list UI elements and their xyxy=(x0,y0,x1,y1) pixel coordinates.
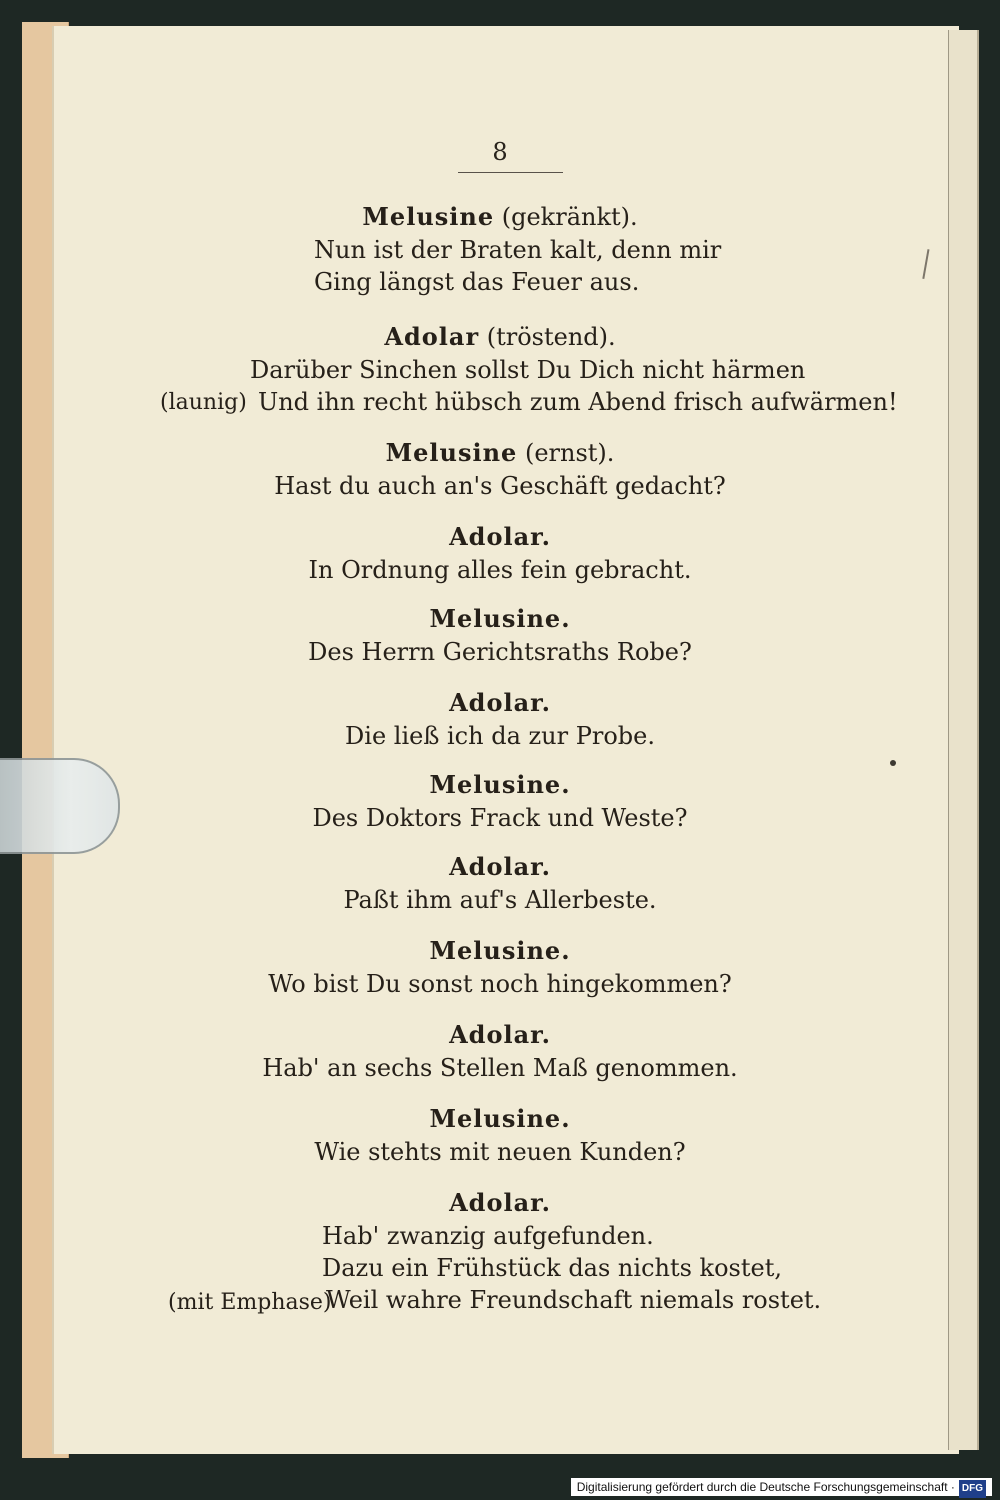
verse-line: Nun ist der Braten kalt, denn mir xyxy=(314,236,722,264)
verse-line: Des Herrn Gerichtsraths Robe? xyxy=(308,638,692,666)
page-number: 8 xyxy=(492,138,508,166)
verse-line: Des Doktors Frack und Weste? xyxy=(312,804,688,832)
digitization-credit xyxy=(571,1478,992,1496)
speaker-line xyxy=(0,438,1000,467)
speaker-name: Melusine. xyxy=(429,770,571,799)
verse-line: Wo bist Du sonst noch hingekommen? xyxy=(268,970,732,998)
speaker-name: Adolar. xyxy=(449,688,551,717)
speaker-name: Adolar. xyxy=(449,852,551,881)
speaker-name: Melusine xyxy=(385,438,518,467)
verse-line: Darüber Sinchen sollst Du Dich nicht härmen xyxy=(250,356,806,384)
stage-direction: (gekränkt). xyxy=(501,203,638,231)
credit-text: Digitalisierung gefördert durch die Deutsche Forschungsgemeinschaft · xyxy=(576,1480,955,1494)
speaker-name: Melusine xyxy=(362,202,495,231)
verse-line: Hab' an sechs Stellen Maß genommen. xyxy=(262,1054,738,1082)
verse-line: Hast du auch an's Geschäft gedacht? xyxy=(274,472,726,500)
stage-direction: (ernst). xyxy=(524,439,615,467)
speaker-name: Melusine. xyxy=(429,1104,571,1133)
verse-line: Paßt ihm auf's Allerbeste. xyxy=(343,886,657,914)
verse-line: Dazu ein Frühstück das nichts kostet, xyxy=(322,1254,782,1282)
speaker-name: Adolar xyxy=(384,322,480,351)
speaker-line xyxy=(0,202,1000,231)
ink-spot xyxy=(890,760,896,766)
speaker-name: Melusine. xyxy=(429,604,571,633)
verse-line: Wie stehts mit neuen Kunden? xyxy=(314,1138,686,1166)
speaker-name: Melusine. xyxy=(429,936,571,965)
stage-direction: (tröstend). xyxy=(486,323,616,351)
speaker-name: Adolar. xyxy=(449,522,551,551)
verse-line: Die ließ ich da zur Probe. xyxy=(345,722,655,750)
verse-line: In Ordnung alles fein gebracht. xyxy=(308,556,692,584)
page-number-rule xyxy=(458,172,563,173)
verse-line: Hab' zwanzig aufgefunden. xyxy=(322,1222,654,1250)
speaker-name: Adolar. xyxy=(449,1020,551,1049)
verse-line: Ging längst das Feuer aus. xyxy=(314,268,640,296)
dfg-logo: DFG xyxy=(959,1480,986,1498)
line-note: (launig) xyxy=(160,390,247,415)
verse-line: Und ihn recht hübsch zum Abend frisch aufwärmen! xyxy=(258,388,898,416)
speaker-name: Adolar. xyxy=(449,1188,551,1217)
verse-line: Weil wahre Freundschaft niemals rostet. xyxy=(326,1286,822,1314)
speaker-line xyxy=(0,322,1000,351)
line-note: (mit Emphase) xyxy=(168,1290,332,1315)
